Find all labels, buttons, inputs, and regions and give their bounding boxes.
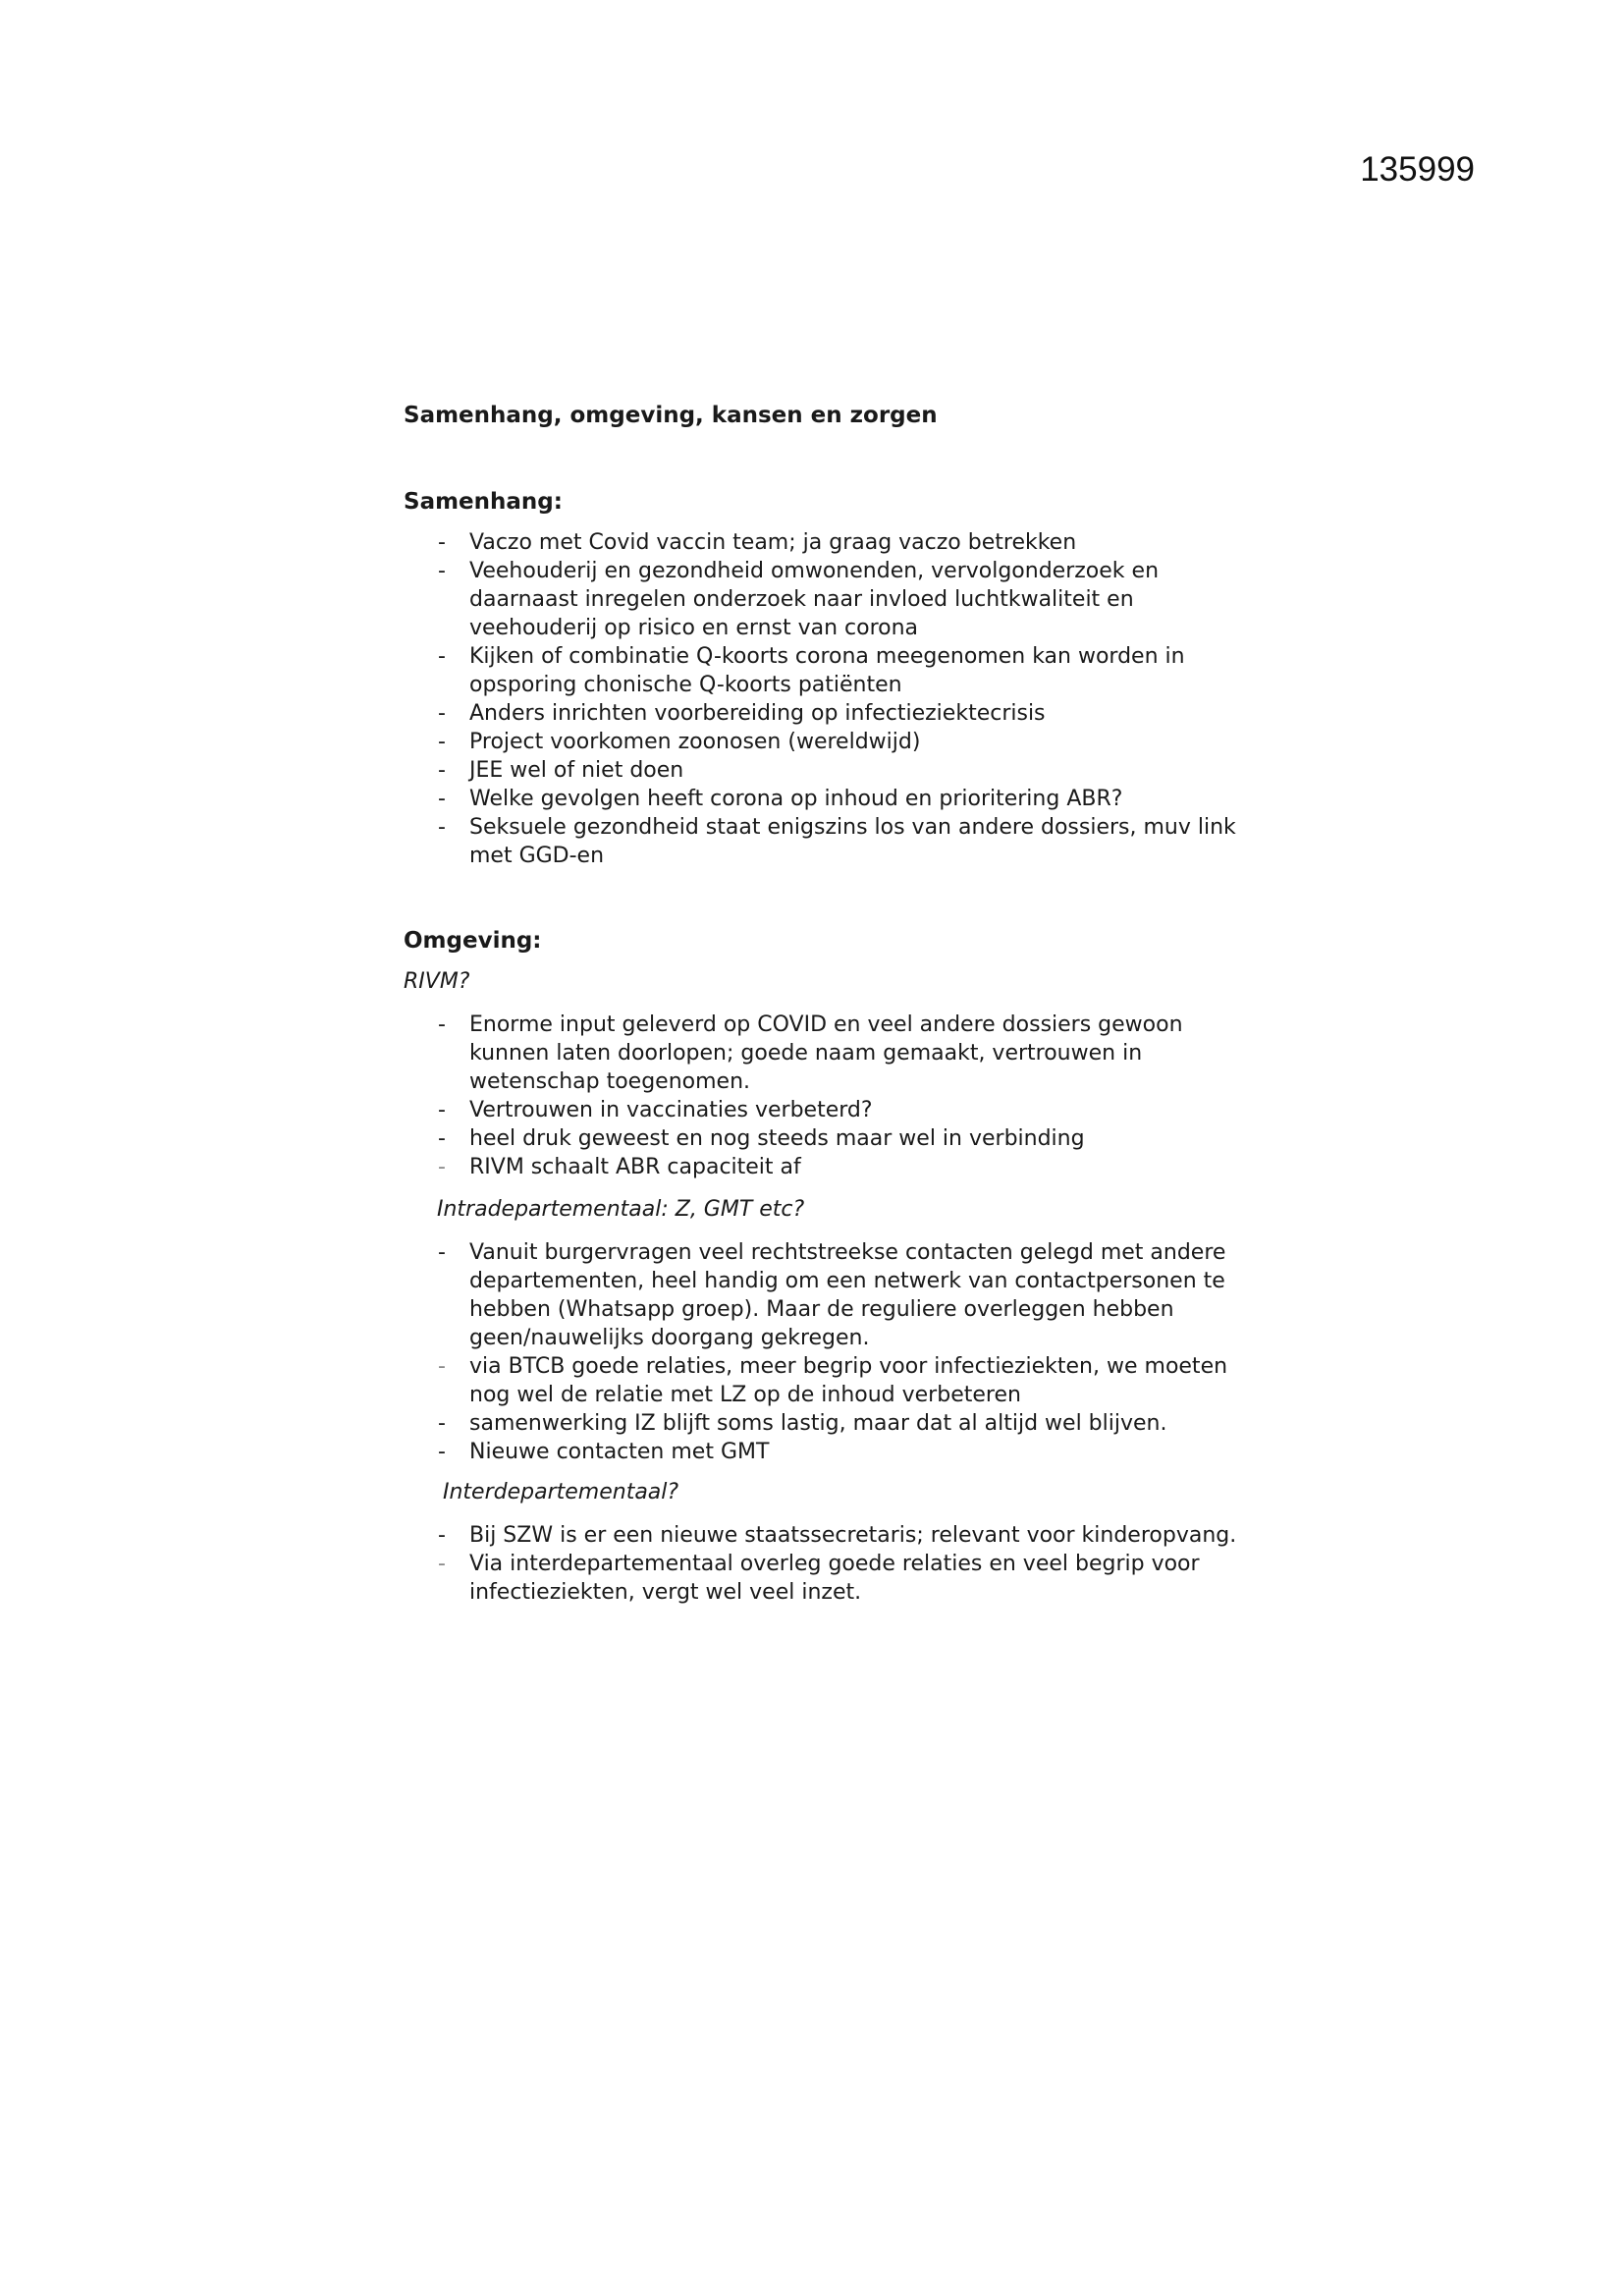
rivm-list [404,1011,1248,1181]
list-item: - Veehouderij en gezondheid omwonenden, vervolgonderzoek en daarnaast inregelen onderzoek naar invloed luchtkwaliteit en veehouderij op risico en ernst van corona [469,557,1248,642]
list-item: - heel druk geweest en nog steeds maar wel in verbinding [469,1124,1248,1153]
list-item: - Bij SZW is er een nieuwe staatssecretaris; relevant voor kinderopvang. [469,1521,1248,1550]
subheading-rivm: RIVM? [404,969,470,994]
list-item: - Via interdepartementaal overleg goede relaties en veel begrip voor infectieziekten, vergt wel veel inzet. [469,1550,1248,1607]
interdepartementaal-list [404,1521,1248,1607]
list-item: - Anders inrichten voorbereiding op infectieziektecrisis [469,699,1248,728]
list-item: - Kijken of combinatie Q-koorts corona meegenomen kan worden in opsporing chonische Q-koorts patiënten [469,642,1248,699]
list-item: - Project voorkomen zoonosen (wereldwijd) [469,728,1248,756]
section-heading-omgeving: Omgeving: [404,928,542,954]
list-item: - Vertrouwen in vaccinaties verbeterd? [469,1096,1248,1124]
samenhang-list [404,528,1248,870]
list-item: - Enorme input geleverd op COVID en veel andere dossiers gewoon kunnen laten doorlopen; goede naam gemaakt, vertrouwen in wetenschap toegenomen. [469,1011,1248,1096]
intradepartementaal-list [404,1238,1248,1466]
list-item: - via BTCB goede relaties, meer begrip voor infectieziekten, we moeten nog wel de relatie met LZ op de inhoud verbeteren [469,1352,1248,1409]
list-item: - JEE wel of niet doen [469,756,1248,785]
list-item: - Vaczo met Covid vaccin team; ja graag vaczo betrekken [469,528,1248,557]
section-heading-samenhang: Samenhang: [404,489,563,515]
list-item: - Vanuit burgervragen veel rechtstreekse contacten gelegd met andere departementen, heel handig om een netwerk van contactpersonen te hebben (Whatsapp groep). Maar de reguliere overleggen hebben geen/nauwelijks doorgang gekregen. [469,1238,1248,1352]
subheading-interdepartementaal: Interdepartementaal? [443,1480,679,1504]
document-number: 135999 [1360,150,1475,189]
list-item: - Seksuele gezondheid staat enigszins los van andere dossiers, muv link met GGD-en [469,813,1248,870]
document-body [404,401,1248,1607]
list-item: - Nieuwe contacten met GMT [469,1438,1248,1466]
list-item: - samenwerking IZ blijft soms lastig, maar dat al altijd wel blijven. [469,1409,1248,1438]
list-item: - RIVM schaalt ABR capaciteit af [469,1153,1248,1181]
list-item: - Welke gevolgen heeft corona op inhoud en prioritering ABR? [469,785,1248,813]
document-title: Samenhang, omgeving, kansen en zorgen [404,403,938,428]
subheading-intradepartementaal: Intradepartementaal: Z, GMT etc? [437,1197,805,1222]
